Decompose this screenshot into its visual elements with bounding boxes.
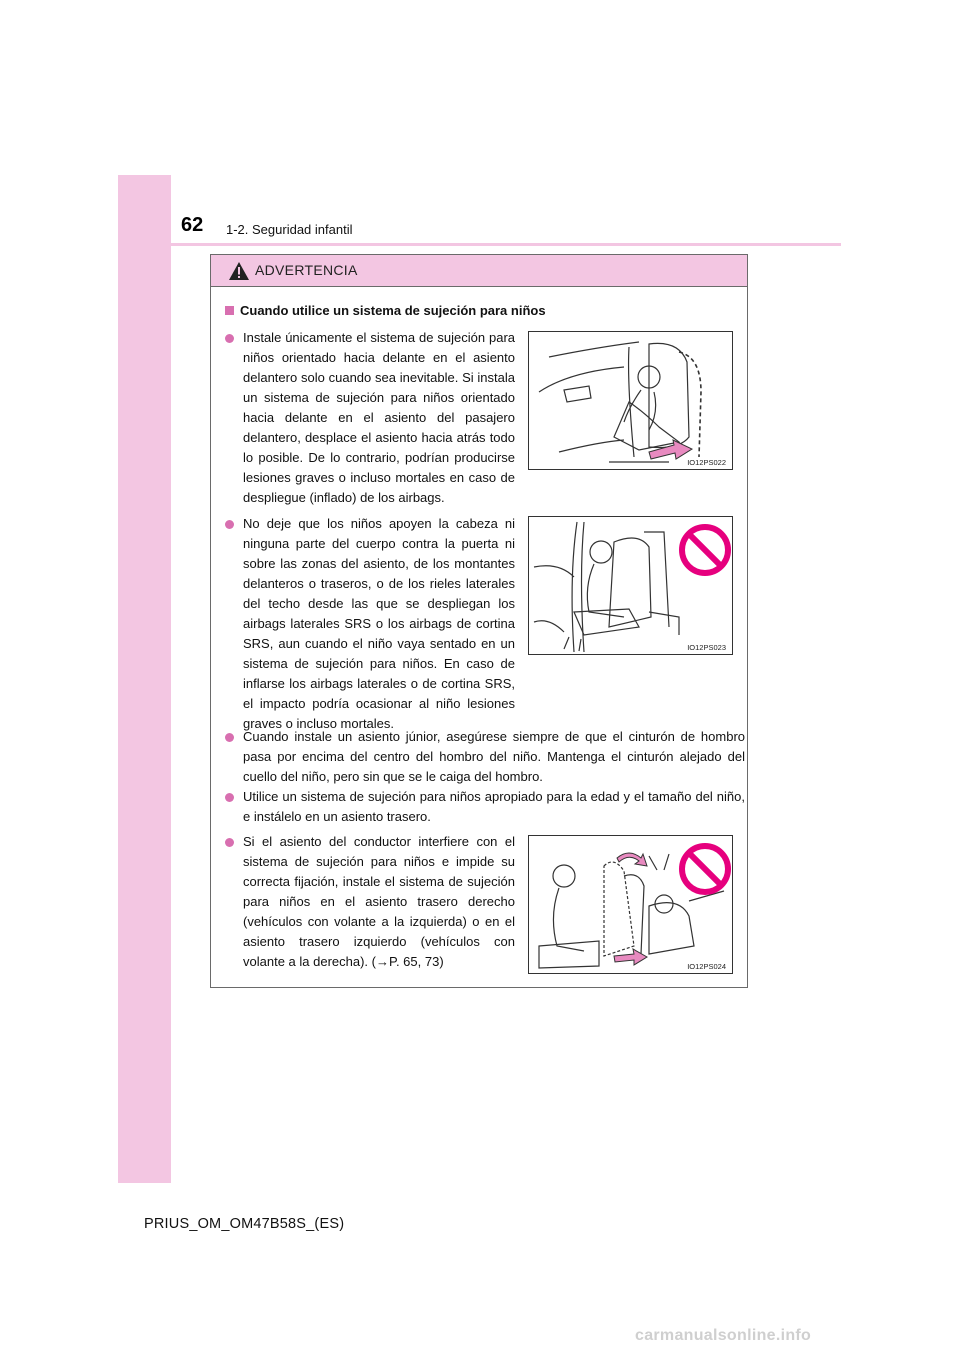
figure-code: IO12PS023 [687, 643, 726, 652]
bullet-icon [225, 520, 234, 529]
list-item-text: Instale únicamente el sistema de sujeción para niños orientado hacia delante en el asiento delantero solo cuando sea inevitable. Si instala un sistema de sujeción para niños orientado hacia delante en el asiento del pasajero delantero, desplace el asiento hacia atrás todo lo posible. De lo contrario, podrían producirse lesiones graves o incluso mortales en caso de despliegue (inflado) de los airbags. [243, 330, 515, 505]
subheading-text: Cuando utilice un sistema de sujeción para niños [240, 303, 546, 318]
watermark: carmanualsonline.info [635, 1327, 812, 1344]
list-item [225, 328, 515, 508]
warning-box [210, 254, 748, 988]
prohibition-icon [682, 527, 728, 573]
warning-label: ADVERTENCIA [255, 262, 358, 278]
warning-triangle-icon [228, 261, 250, 281]
booster-illustration [529, 517, 733, 655]
list-item-text: Utilice un sistema de sujeción para niños apropiado para la edad y el tamaño del niño, e instálelo en un asiento trasero. [243, 789, 745, 824]
list-item [225, 832, 515, 972]
figure-front-seat-child-seat [528, 331, 733, 470]
list-item [225, 787, 745, 827]
figure-code: IO12PS022 [687, 458, 726, 467]
list-item-text: No deje que los niños apoyen la cabeza ni ninguna parte del cuerpo contra la puerta ni sobre las zonas del asiento, de los montantes delanteros o traseros, o de los rieles laterales del techo desde las que se despliegan los airbags laterales SRS o los airbags de cortina SRS, aun cuando el niño vaya sentado en un sistema de sujeción para niños. En caso de inflarse los airbags laterales o de cortina SRS, el impacto podría ocasionar al niño lesiones graves o incluso mortales. [243, 516, 515, 731]
warning-header [211, 255, 747, 287]
bullet-icon [225, 793, 234, 802]
page-number: 62 [181, 214, 204, 236]
list-item [225, 727, 745, 787]
warning-subheading [225, 303, 546, 318]
document-code: PRIUS_OM_OM47B58S_(ES) [144, 1216, 345, 1232]
child-seat-illustration [529, 332, 733, 470]
bullet-icon [225, 838, 234, 847]
bullet-icon [225, 334, 234, 343]
figure-code: IO12PS024 [687, 962, 726, 971]
list-item-text: Si el asiento del conductor interfiere con el sistema de sujeción para niños e impide su correcta fijación, instale el sistema de sujeción para niños en el asiento trasero derecho (vehículos con volante a la izquierda) o en el asiento trasero izquierdo (vehículos con volante a la derecha). (→P. 65, 73) [243, 834, 515, 969]
bullet-icon [225, 733, 234, 742]
figure-booster-head-on-door [528, 516, 733, 655]
list-item-text: Cuando instale un asiento júnior, asegúrese siempre de que el cinturón de hombro pasa por encima del centro del hombro del niño. Mantenga el cinturón alejado del cuello del niño, pero sin que se le caiga del hombro. [243, 729, 745, 784]
section-title: 1-2. Seguridad infantil [226, 222, 353, 237]
chapter-sidebar-tab [118, 175, 171, 1183]
list-item [225, 514, 515, 734]
header-rule [118, 243, 841, 246]
figure-driver-seat-interference [528, 835, 733, 974]
square-bullet-icon [225, 306, 234, 315]
seat-interference-illustration [529, 836, 733, 974]
prohibition-icon [682, 846, 728, 892]
